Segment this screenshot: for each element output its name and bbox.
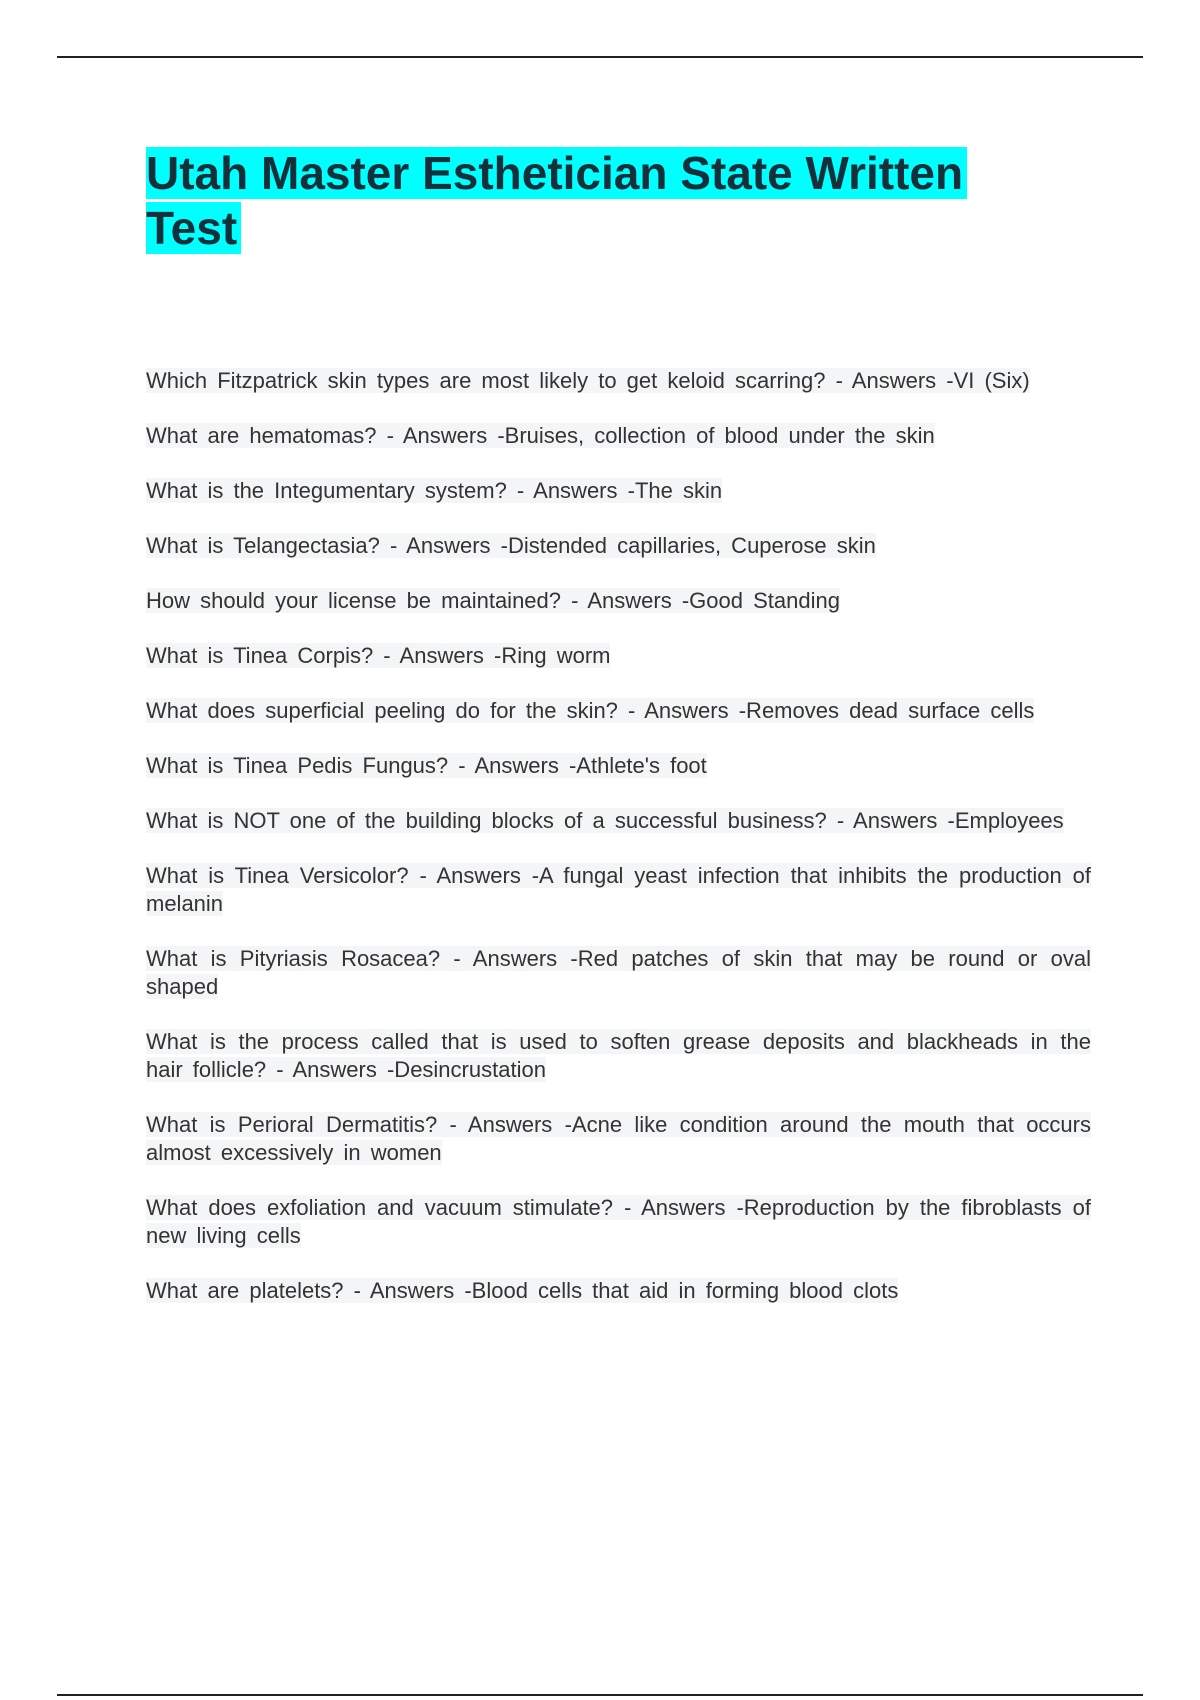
qa-item [146,697,1091,725]
qa-text: What does superficial peeling do for the skin? - Answers -Removes dead surface cells [146,698,1035,723]
title-highlight: Utah Master Esthetician State Written Test [146,147,967,254]
qa-item [146,862,1091,918]
qa-item [146,1028,1091,1084]
qa-item [146,477,1091,505]
qa-item [146,587,1091,615]
qa-item [146,367,1091,395]
qa-item [146,642,1091,670]
qa-text: Which Fitzpatrick skin types are most likely to get keloid scarring? - Answers -VI (Six) [146,368,1030,393]
qa-item [146,532,1091,560]
qa-text: What is Tinea Versicolor? - Answers -A fungal yeast infection that inhibits the production of melanin [146,863,1091,916]
qa-item [146,752,1091,780]
qa-text: What is the Integumentary system? - Answers -The skin [146,478,723,503]
qa-item [146,1194,1091,1250]
qa-item [146,945,1091,1001]
qa-text: What is Telangectasia? - Answers -Distended capillaries, Cuperose skin [146,533,876,558]
qa-text: What is Tinea Pedis Fungus? - Answers -Athlete's foot [146,753,707,778]
qa-text: What is the process called that is used to soften grease deposits and blackheads in the hair follicle? - Answers -Desincrustation [146,1029,1091,1082]
qa-item [146,1111,1091,1167]
qa-text: What is Perioral Dermatitis? - Answers -Acne like condition around the mouth that occurs almost excessively in women [146,1112,1091,1165]
qa-item [146,807,1091,835]
qa-item [146,422,1091,450]
header-rule [57,56,1143,58]
qa-text: What is Tinea Corpis? - Answers -Ring worm [146,643,611,668]
qa-list [146,367,1091,1332]
qa-text: What is Pityriasis Rosacea? - Answers -Red patches of skin that may be round or oval shaped [146,946,1091,999]
qa-text: What does exfoliation and vacuum stimulate? - Answers -Reproduction by the fibroblasts of new living cells [146,1195,1091,1248]
footer-rule [57,1694,1143,1696]
qa-text: How should your license be maintained? - Answers -Good Standing [146,588,840,613]
qa-item [146,1277,1091,1305]
qa-text: What are platelets? - Answers -Blood cells that aid in forming blood clots [146,1278,899,1303]
document-title [146,146,1046,256]
qa-text: What are hematomas? - Answers -Bruises, collection of blood under the skin [146,423,935,448]
qa-text: What is NOT one of the building blocks of a successful business? - Answers -Employees [146,808,1064,833]
